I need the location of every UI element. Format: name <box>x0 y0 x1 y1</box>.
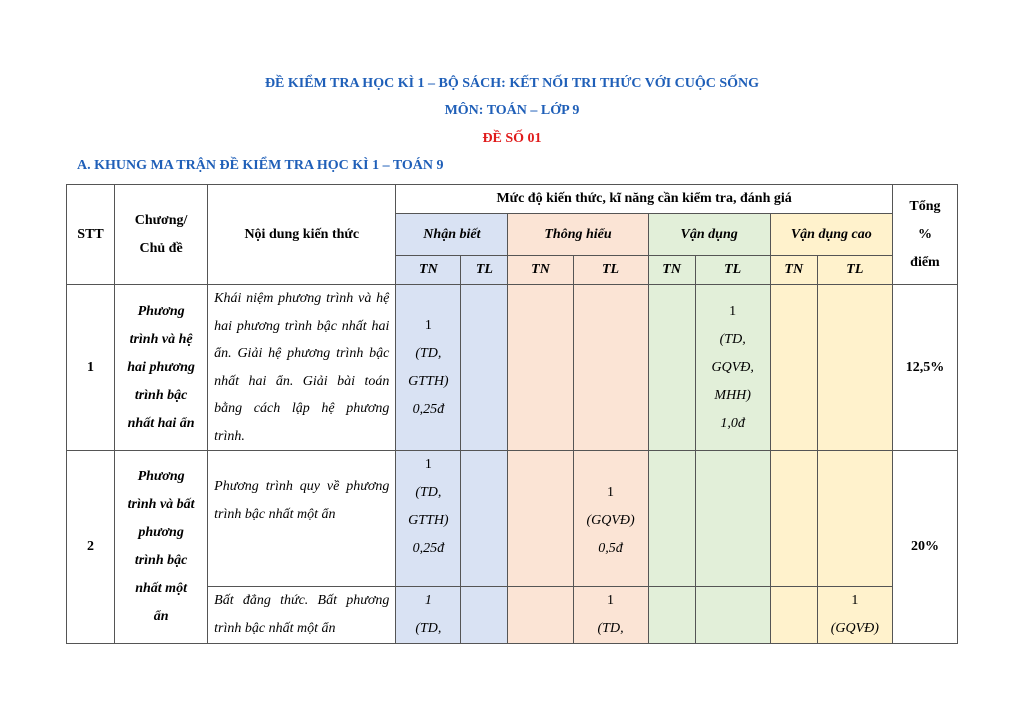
content-header: Nội dung kiến thức <box>208 185 396 285</box>
tl-header: TL <box>573 256 648 285</box>
nb-tn-cell <box>396 451 461 587</box>
level-van-dung: Vận dụng <box>648 214 770 256</box>
th-tl-cell <box>573 451 648 587</box>
cell-line: 0,25đ <box>412 541 445 556</box>
exam-number: ĐỀ SỐ 01 <box>482 131 542 146</box>
chapter-line: nhất một <box>135 581 187 596</box>
chapter-line: Phương <box>137 469 185 484</box>
header-row-1 <box>67 185 958 214</box>
row-total: 12,5% <box>892 285 957 451</box>
tl-header: TL <box>817 256 892 285</box>
vd-tn-cell <box>648 587 695 644</box>
vd-tl-cell <box>695 587 770 644</box>
subject-line: MÔN: TOÁN – LỚP 9 <box>444 103 580 118</box>
row-total: 20% <box>892 451 957 644</box>
tn-header: TN <box>396 256 461 285</box>
cell-line: 1 <box>424 317 432 333</box>
cell-line: 0,5đ <box>598 541 623 556</box>
cell-line: (TD, <box>719 331 746 347</box>
chapter-line: hai phương <box>127 359 195 375</box>
chapter-line: ẩn <box>153 609 169 624</box>
level-nhan-biet: Nhận biết <box>396 214 508 256</box>
cell-line: (GQVĐ) <box>586 513 635 528</box>
table-row <box>67 285 958 451</box>
vdc-tl-cell <box>817 285 892 451</box>
tn-header: TN <box>508 256 573 285</box>
row-chapter <box>115 451 208 644</box>
level-thong-hieu: Thông hiểu <box>508 214 648 256</box>
chapter-header <box>115 185 208 285</box>
row-stt: 1 <box>67 285 115 451</box>
stt-header: STT <box>67 185 115 285</box>
chapter-header-line: Chủ đề <box>139 240 183 256</box>
nb-tl-cell <box>461 285 508 451</box>
nb-tn-cell <box>396 587 461 644</box>
chapter-line: phương <box>138 525 184 540</box>
chapter-header-line: Chương/ <box>134 212 188 228</box>
row-content: Khái niệm phương trình và hệ hai phương trình bậc nhất hai ẩn. Giải hệ phương trình bậc nhất hai ẩn. Giải bài toán bằng cách lập hệ phương trình. <box>208 285 396 451</box>
vdc-tl-cell <box>817 451 892 587</box>
cell-line: 1 <box>424 593 432 608</box>
tl-header: TL <box>461 256 508 285</box>
th-tn-cell <box>508 285 573 451</box>
cell-line: GQVĐ, <box>711 359 754 375</box>
nb-tl-cell <box>461 587 508 644</box>
vd-tn-cell <box>648 285 695 451</box>
cell-line: (TD, <box>597 621 624 636</box>
cell-line: 1,0đ <box>720 415 745 431</box>
row-content: Bất đẳng thức. Bất phương trình bậc nhất một ẩn <box>208 587 396 644</box>
th-tn-cell <box>508 587 573 644</box>
th-tl-cell <box>573 285 648 451</box>
tl-header: TL <box>695 256 770 285</box>
vd-tn-cell <box>648 451 695 587</box>
cell-line: MHH) <box>714 387 751 403</box>
th-tn-cell <box>508 451 573 587</box>
tn-header: TN <box>648 256 695 285</box>
cell-line: 1 <box>607 485 615 500</box>
vd-tl-cell <box>695 451 770 587</box>
cell-line: (TD, <box>415 345 442 361</box>
document-title: ĐỀ KIỂM TRA HỌC KÌ 1 – BỘ SÁCH: KẾT NỐI TRI THỨC VỚI CUỘC SỐNG <box>264 76 760 91</box>
vdc-tn-cell <box>770 285 817 451</box>
vd-tl-cell <box>695 285 770 451</box>
cell-line: (TD, <box>415 621 442 636</box>
cell-line: (GQVĐ) <box>830 621 879 636</box>
cell-line: 1 <box>729 303 737 319</box>
nb-tn-cell <box>396 285 461 451</box>
vdc-tl-cell <box>817 587 892 644</box>
cell-line: 1 <box>607 593 615 608</box>
table-row <box>67 451 958 587</box>
row-content: Phương trình quy về phương trình bậc nhất một ẩn <box>208 451 396 587</box>
total-header <box>892 185 957 285</box>
cell-line: 1 <box>424 457 432 472</box>
chapter-line: trình bậc <box>134 387 188 403</box>
cell-line: (TD, <box>415 485 442 500</box>
level-group-header: Mức độ kiến thức, kĩ năng cần kiểm tra, đánh giá <box>396 185 893 214</box>
cell-line: 1 <box>851 593 859 608</box>
cell-line: GTTH) <box>408 373 449 389</box>
cell-line: GTTH) <box>408 513 449 528</box>
matrix-table <box>66 184 958 644</box>
chapter-line: trình và bất <box>127 497 195 512</box>
cell-line: 0,25đ <box>412 401 445 417</box>
total-header-line: Tổng <box>909 198 941 214</box>
vdc-tn-cell <box>770 587 817 644</box>
level-van-dung-cao: Vận dụng cao <box>770 214 892 256</box>
section-heading: A. KHUNG MA TRẬN ĐỀ KIỂM TRA HỌC KÌ 1 – TOÁN 9 <box>77 158 444 173</box>
chapter-line: nhất hai ẩn <box>127 415 195 431</box>
tn-header: TN <box>770 256 817 285</box>
total-header-line: % <box>917 226 932 242</box>
row-stt: 2 <box>67 451 115 644</box>
chapter-line: trình và hệ <box>129 331 193 347</box>
chapter-line: Phương <box>137 303 185 319</box>
total-header-line: điểm <box>910 254 940 270</box>
row-chapter <box>115 285 208 451</box>
vdc-tn-cell <box>770 451 817 587</box>
nb-tl-cell <box>461 451 508 587</box>
chapter-line: trình bậc <box>134 553 188 568</box>
th-tl-cell <box>573 587 648 644</box>
